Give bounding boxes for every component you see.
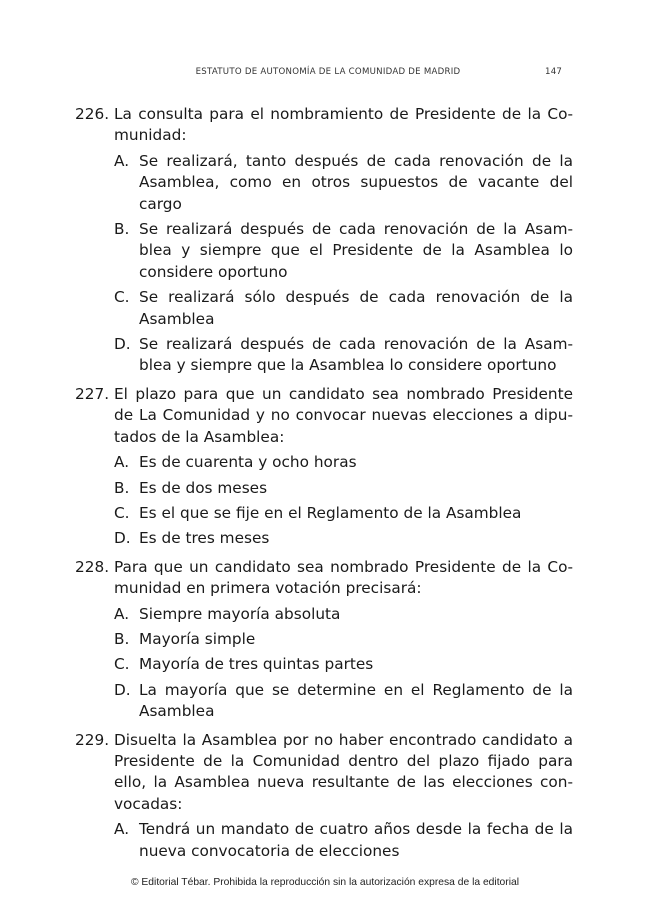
option-letter: D. [114, 680, 131, 699]
option-text: Mayoría de tres quintas partes [139, 655, 374, 674]
option-letter: C. [114, 655, 130, 674]
option-d [114, 680, 573, 723]
running-header-title: ESTATUTO DE AUTONOMÍA DE LA COMUNIDAD DE MADRID [195, 67, 461, 77]
option-text: Se realizará, tanto después de cada renovación de la Asamblea, como en otros supuestos de vacante del cargo [139, 151, 573, 213]
option-text: Siempre mayoría absoluta [139, 604, 341, 623]
option-a [114, 819, 573, 862]
option-text: Es el que se fije en el Reglamento de la Asamblea [139, 503, 522, 522]
option-text: La mayoría que se determine en el Reglamento de la Asamblea [139, 680, 573, 721]
option-b [114, 478, 573, 499]
option-c [114, 654, 573, 675]
option-letter: C. [114, 503, 130, 522]
option-letter: B. [114, 629, 130, 648]
question-227 [77, 384, 573, 550]
option-c [114, 503, 573, 524]
question-text: Para que un candidato sea nombrado Presidente de la Comunidad en primera votación precisará: [114, 557, 573, 598]
page-number: 147 [545, 67, 563, 77]
option-letter: A. [114, 453, 130, 472]
option-a [114, 604, 573, 625]
question-229 [77, 730, 573, 862]
option-text: Mayoría simple [139, 629, 256, 648]
question-text: El plazo para que un candidato sea nombrado Presidente de La Comunidad y no convocar nuevas elecciones a diputados de la Asamblea: [114, 384, 573, 446]
option-text: Es de cuarenta y ocho horas [139, 453, 357, 472]
option-letter: D. [114, 335, 131, 354]
option-list [114, 819, 573, 862]
question-228 [77, 557, 573, 723]
question-226 [77, 104, 573, 377]
option-list [114, 151, 573, 377]
question-list [77, 104, 573, 869]
option-c [114, 287, 573, 330]
option-text: Es de tres meses [139, 529, 270, 548]
option-d [114, 528, 573, 549]
option-letter: A. [114, 151, 130, 170]
question-number: 226. [75, 105, 110, 123]
running-header [0, 67, 650, 81]
option-letter: A. [114, 604, 130, 623]
option-letter: B. [114, 220, 130, 239]
question-text: La consulta para el nombramiento de Presidente de la Comunidad: [114, 105, 573, 145]
option-letter: A. [114, 820, 130, 839]
question-number: 229. [75, 730, 110, 749]
option-letter: B. [114, 478, 130, 497]
option-a [114, 452, 573, 473]
option-d [114, 334, 573, 377]
option-list [114, 604, 573, 723]
option-text: Es de dos meses [139, 478, 268, 497]
option-letter: D. [114, 529, 131, 548]
question-text: Disuelta la Asamblea por no haber encontrado candidato a Presidente de la Comunidad dentro del plazo fijado para ello, la Asamblea nueva resultante de las elecciones convocadas: [114, 730, 573, 813]
copyright-footer: © Editorial Tébar. Prohibida la reproducción sin la autorización expresa de la editorial [130, 877, 520, 888]
question-number: 228. [75, 557, 110, 576]
option-text: Tendrá un mandato de cuatro años desde la fecha de la nueva convocatoria de elecciones [139, 820, 573, 860]
option-b [114, 629, 573, 650]
option-a [114, 151, 573, 215]
option-text: Se realizará después de cada renovación de la Asamblea y siempre que el Presidente de la Asamblea lo considere oportuno [139, 220, 573, 281]
option-text: Se realizará después de cada renovación de la Asamblea y siempre que la Asamblea lo considere oportuno [139, 335, 573, 375]
option-b [114, 219, 573, 283]
option-list [114, 452, 573, 550]
option-text: Se realizará sólo después de cada renovación de la Asamblea [139, 288, 573, 328]
option-letter: C. [114, 288, 130, 307]
question-number: 227. [75, 384, 110, 403]
